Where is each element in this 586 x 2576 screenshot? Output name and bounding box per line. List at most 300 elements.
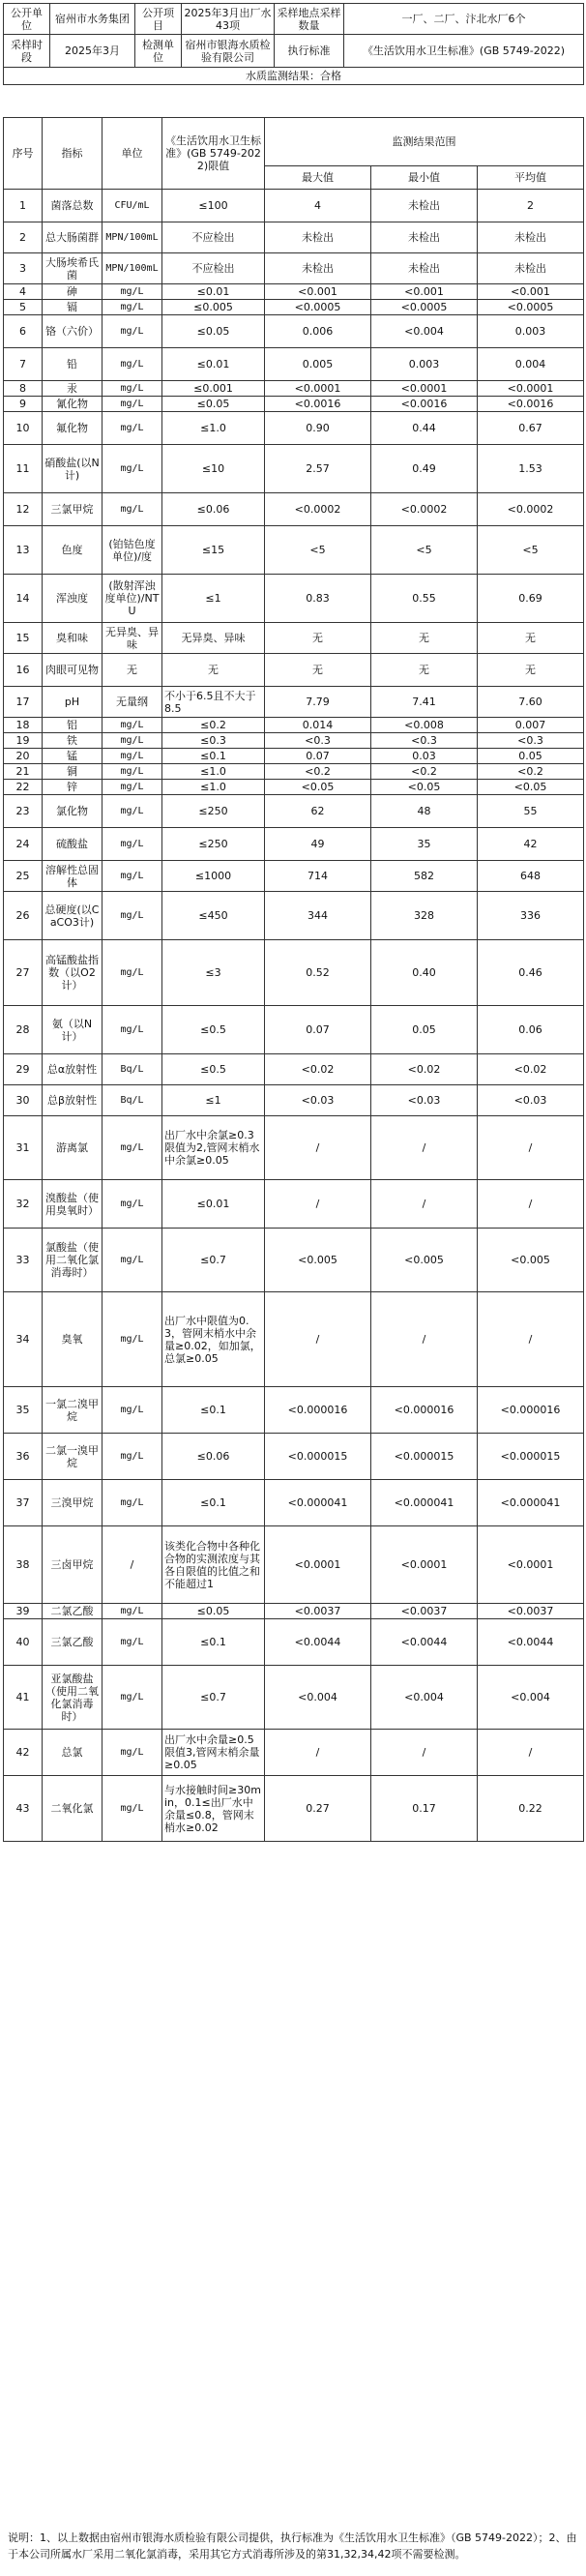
row-indicator: 镉 [43, 300, 103, 315]
row-max: <0.0044 [265, 1619, 371, 1666]
row-limit: ≤0.005 [162, 300, 265, 315]
row-max: <0.005 [265, 1229, 371, 1292]
row-seq: 12 [4, 493, 43, 526]
row-unit: mg/L [103, 315, 162, 348]
row-avg: <0.000016 [478, 1387, 584, 1434]
row-limit: ≤0.1 [162, 749, 265, 764]
row-seq: 8 [4, 381, 43, 397]
row-indicator: 臭和味 [43, 623, 103, 654]
row-min: 未检出 [371, 222, 478, 253]
row-limit: 出厂水中余氯≥0.3限值为2,管网末梢水中余氯≥0.05 [162, 1116, 265, 1180]
row-avg: <0.000041 [478, 1480, 584, 1526]
table-row [4, 1666, 584, 1730]
row-indicator: 总大肠菌群 [43, 222, 103, 253]
row-unit: 无 [103, 654, 162, 687]
table-row [4, 1085, 584, 1116]
row-seq: 13 [4, 526, 43, 575]
table-row [4, 412, 584, 445]
row-max: 0.83 [265, 575, 371, 623]
row-indicator: 铁 [43, 733, 103, 749]
row-seq: 20 [4, 749, 43, 764]
results-body [4, 190, 584, 1842]
row-max: <0.004 [265, 1666, 371, 1730]
row-avg: 648 [478, 861, 584, 892]
row-max: 无 [265, 654, 371, 687]
col-indicator: 指标 [43, 118, 103, 190]
row-max: <0.000041 [265, 1480, 371, 1526]
row-unit: mg/L [103, 780, 162, 795]
row-min: 582 [371, 861, 478, 892]
row-indicator: 铝 [43, 718, 103, 733]
row-min: 0.003 [371, 348, 478, 381]
report-header-table [3, 3, 584, 85]
row-max: 0.006 [265, 315, 371, 348]
row-min: 0.40 [371, 940, 478, 1006]
row-min: <0.2 [371, 764, 478, 780]
row-seq: 29 [4, 1054, 43, 1085]
row-unit: 无异臭、异味 [103, 623, 162, 654]
row-indicator: 铬（六价） [43, 315, 103, 348]
row-seq: 27 [4, 940, 43, 1006]
row-min: <0.03 [371, 1085, 478, 1116]
row-seq: 6 [4, 315, 43, 348]
row-unit: mg/L [103, 1292, 162, 1387]
row-seq: 42 [4, 1730, 43, 1776]
row-min: <0.000016 [371, 1387, 478, 1434]
row-max: <0.0005 [265, 300, 371, 315]
row-seq: 37 [4, 1480, 43, 1526]
row-max: 2.57 [265, 445, 371, 493]
row-unit: Bq/L [103, 1054, 162, 1085]
row-seq: 32 [4, 1180, 43, 1229]
row-min: <0.001 [371, 284, 478, 300]
row-max: 7.79 [265, 687, 371, 718]
row-limit: 不应检出 [162, 222, 265, 253]
site-value: 一厂、二厂、汴北水厂6个 [344, 4, 584, 35]
row-max: <0.000016 [265, 1387, 371, 1434]
row-seq: 26 [4, 892, 43, 940]
row-min: <0.0044 [371, 1619, 478, 1666]
table-row [4, 718, 584, 733]
row-limit: ≤1.0 [162, 764, 265, 780]
row-seq: 31 [4, 1116, 43, 1180]
row-max: <5 [265, 526, 371, 575]
row-max: <0.0037 [265, 1604, 371, 1619]
row-unit: mg/L [103, 493, 162, 526]
row-indicator: 氯酸盐（使用二氧化氯消毒时） [43, 1229, 103, 1292]
row-seq: 22 [4, 780, 43, 795]
row-min: <0.3 [371, 733, 478, 749]
row-indicator: 总硬度(以CaCO3计) [43, 892, 103, 940]
row-avg: <0.03 [478, 1085, 584, 1116]
row-indicator: 二氯乙酸 [43, 1604, 103, 1619]
row-indicator: 氟化物 [43, 412, 103, 445]
table-row [4, 575, 584, 623]
row-limit: 该类化合物中各种化合物的实测浓度与其各自限值的比值之和不能超过1 [162, 1526, 265, 1604]
table-row [4, 733, 584, 749]
col-limit: 《生活饮用水卫生标准》(GB 5749-2022)限值 [162, 118, 265, 190]
project-value: 2025年3月出厂水43项 [182, 4, 275, 35]
row-max: 未检出 [265, 253, 371, 284]
row-indicator: 游离氯 [43, 1116, 103, 1180]
row-avg: 0.05 [478, 749, 584, 764]
row-avg: / [478, 1292, 584, 1387]
row-indicator: 浑浊度 [43, 575, 103, 623]
row-limit: ≤250 [162, 795, 265, 828]
conclusion: 水质监测结果：合格 [4, 68, 584, 85]
row-limit: ≤10 [162, 445, 265, 493]
row-avg: 无 [478, 623, 584, 654]
row-seq: 16 [4, 654, 43, 687]
col-avg: 平均值 [478, 166, 584, 190]
site-label: 采样地点采样数量 [275, 4, 344, 35]
row-limit: ≤1 [162, 1085, 265, 1116]
row-indicator: 溶解性总固体 [43, 861, 103, 892]
row-max: 0.27 [265, 1776, 371, 1842]
row-limit: ≤1000 [162, 861, 265, 892]
row-seq: 14 [4, 575, 43, 623]
row-indicator: 溴酸盐（使用臭氧时） [43, 1180, 103, 1229]
row-avg: 0.69 [478, 575, 584, 623]
row-limit: ≤0.1 [162, 1387, 265, 1434]
row-unit: mg/L [103, 1730, 162, 1776]
row-min: <0.0037 [371, 1604, 478, 1619]
row-limit: ≤0.01 [162, 1180, 265, 1229]
row-indicator: 亚氯酸盐（使用二氧化氯消毒时） [43, 1666, 103, 1730]
row-min: 未检出 [371, 253, 478, 284]
row-unit: mg/L [103, 1229, 162, 1292]
col-min: 最小值 [371, 166, 478, 190]
row-unit: mg/L [103, 1666, 162, 1730]
agency-label: 检测单位 [135, 35, 182, 68]
row-min: 0.17 [371, 1776, 478, 1842]
table-row [4, 940, 584, 1006]
col-unit: 单位 [103, 118, 162, 190]
row-unit: mg/L [103, 1776, 162, 1842]
table-row [4, 1434, 584, 1480]
row-seq: 3 [4, 253, 43, 284]
row-unit: mg/L [103, 892, 162, 940]
row-avg: 0.004 [478, 348, 584, 381]
row-limit: ≤0.01 [162, 348, 265, 381]
row-avg: <0.0005 [478, 300, 584, 315]
row-seq: 28 [4, 1006, 43, 1054]
row-limit: ≤0.7 [162, 1666, 265, 1730]
row-unit: mg/L [103, 1116, 162, 1180]
row-avg: 未检出 [478, 253, 584, 284]
row-unit: mg/L [103, 1619, 162, 1666]
row-avg: 7.60 [478, 687, 584, 718]
table-row [4, 253, 584, 284]
row-avg: <0.0037 [478, 1604, 584, 1619]
row-unit: mg/L [103, 718, 162, 733]
row-indicator: 三卤甲烷 [43, 1526, 103, 1604]
row-limit: 与水接触时间≥30min，0.1≤出厂水中余量≤0.8，管网末梢水≥0.02 [162, 1776, 265, 1842]
row-max: / [265, 1180, 371, 1229]
row-unit: mg/L [103, 1180, 162, 1229]
table-row [4, 284, 584, 300]
table-row [4, 1292, 584, 1387]
row-max: / [265, 1730, 371, 1776]
row-avg: <0.000015 [478, 1434, 584, 1480]
row-seq: 2 [4, 222, 43, 253]
row-limit: ≤1 [162, 575, 265, 623]
row-avg: / [478, 1730, 584, 1776]
row-min: <0.005 [371, 1229, 478, 1292]
row-unit: mg/L [103, 764, 162, 780]
table-row [4, 780, 584, 795]
row-limit: ≤0.05 [162, 1604, 265, 1619]
row-max: <0.0001 [265, 381, 371, 397]
row-indicator: 肉眼可见物 [43, 654, 103, 687]
table-row [4, 300, 584, 315]
row-seq: 5 [4, 300, 43, 315]
row-avg: 42 [478, 828, 584, 861]
table-row [4, 795, 584, 828]
row-indicator: 铅 [43, 348, 103, 381]
row-seq: 33 [4, 1229, 43, 1292]
row-max: 0.07 [265, 749, 371, 764]
table-row [4, 493, 584, 526]
row-max: / [265, 1292, 371, 1387]
row-indicator: 氨（以N计） [43, 1006, 103, 1054]
row-unit: mg/L [103, 397, 162, 412]
period-value: 2025年3月 [50, 35, 135, 68]
row-limit: 不应检出 [162, 253, 265, 284]
row-avg: 55 [478, 795, 584, 828]
row-indicator: 色度 [43, 526, 103, 575]
row-seq: 11 [4, 445, 43, 493]
row-max: <0.03 [265, 1085, 371, 1116]
row-unit: 无量纲 [103, 687, 162, 718]
row-min: 7.41 [371, 687, 478, 718]
row-max: <0.0002 [265, 493, 371, 526]
row-min: 无 [371, 654, 478, 687]
row-max: <0.001 [265, 284, 371, 300]
table-row [4, 892, 584, 940]
row-avg: <0.0002 [478, 493, 584, 526]
table-row [4, 1730, 584, 1776]
row-unit: mg/L [103, 940, 162, 1006]
row-unit: mg/L [103, 300, 162, 315]
col-max: 最大值 [265, 166, 371, 190]
row-indicator: 总β放射性 [43, 1085, 103, 1116]
row-max: <0.02 [265, 1054, 371, 1085]
row-seq: 9 [4, 397, 43, 412]
row-limit: ≤15 [162, 526, 265, 575]
row-limit: ≤0.06 [162, 1434, 265, 1480]
row-seq: 35 [4, 1387, 43, 1434]
row-avg: <5 [478, 526, 584, 575]
row-seq: 18 [4, 718, 43, 733]
row-min: 0.44 [371, 412, 478, 445]
row-unit: mg/L [103, 795, 162, 828]
row-limit: ≤3 [162, 940, 265, 1006]
row-min: 0.49 [371, 445, 478, 493]
row-limit: ≤0.06 [162, 493, 265, 526]
row-limit: 不小于6.5且不大于8.5 [162, 687, 265, 718]
row-min: / [371, 1730, 478, 1776]
row-max: 0.005 [265, 348, 371, 381]
row-min: <5 [371, 526, 478, 575]
table-row [4, 315, 584, 348]
row-limit: 无 [162, 654, 265, 687]
row-limit: ≤250 [162, 828, 265, 861]
row-limit: ≤0.3 [162, 733, 265, 749]
row-min: <0.0002 [371, 493, 478, 526]
row-seq: 41 [4, 1666, 43, 1730]
row-max: 0.014 [265, 718, 371, 733]
row-unit: mg/L [103, 861, 162, 892]
row-unit: mg/L [103, 412, 162, 445]
row-min: <0.0005 [371, 300, 478, 315]
row-min: <0.000015 [371, 1434, 478, 1480]
row-indicator: 高锰酸盐指数（以O2计） [43, 940, 103, 1006]
row-avg: <0.3 [478, 733, 584, 749]
row-min: 48 [371, 795, 478, 828]
row-unit: mg/L [103, 445, 162, 493]
row-seq: 4 [4, 284, 43, 300]
row-seq: 30 [4, 1085, 43, 1116]
row-max: 无 [265, 623, 371, 654]
row-seq: 40 [4, 1619, 43, 1666]
row-unit: mg/L [103, 1006, 162, 1054]
row-unit: mg/L [103, 1434, 162, 1480]
row-indicator: 三溴甲烷 [43, 1480, 103, 1526]
row-unit: mg/L [103, 1387, 162, 1434]
project-label: 公开项目 [135, 4, 182, 35]
standard-value: 《生活饮用水卫生标准》(GB 5749-2022) [344, 35, 584, 68]
table-row [4, 1054, 584, 1085]
row-seq: 38 [4, 1526, 43, 1604]
row-max: <0.0016 [265, 397, 371, 412]
row-seq: 21 [4, 764, 43, 780]
row-limit: ≤0.05 [162, 397, 265, 412]
table-row [4, 749, 584, 764]
row-limit: ≤0.5 [162, 1006, 265, 1054]
row-indicator: 硫酸盐 [43, 828, 103, 861]
row-min: <0.02 [371, 1054, 478, 1085]
row-avg: 0.67 [478, 412, 584, 445]
row-limit: ≤0.1 [162, 1480, 265, 1526]
table-row [4, 1387, 584, 1434]
row-limit: 无异臭、异味 [162, 623, 265, 654]
row-indicator: pH [43, 687, 103, 718]
row-indicator: 硝酸盐(以N计) [43, 445, 103, 493]
table-row [4, 1619, 584, 1666]
row-unit: Bq/L [103, 1085, 162, 1116]
row-avg: / [478, 1116, 584, 1180]
row-min: / [371, 1180, 478, 1229]
table-row [4, 222, 584, 253]
row-seq: 25 [4, 861, 43, 892]
row-min: 0.05 [371, 1006, 478, 1054]
row-avg: <0.0001 [478, 1526, 584, 1604]
table-row [4, 828, 584, 861]
row-indicator: 臭氧 [43, 1292, 103, 1387]
unit-value: 宿州市水务集团 [50, 4, 135, 35]
row-max: / [265, 1116, 371, 1180]
row-seq: 23 [4, 795, 43, 828]
row-avg: 未检出 [478, 222, 584, 253]
table-row [4, 190, 584, 222]
row-indicator: 三氯甲烷 [43, 493, 103, 526]
row-max: 0.52 [265, 940, 371, 1006]
row-seq: 39 [4, 1604, 43, 1619]
row-max: <0.05 [265, 780, 371, 795]
row-indicator: 总α放射性 [43, 1054, 103, 1085]
row-unit: mg/L [103, 733, 162, 749]
row-max: 0.90 [265, 412, 371, 445]
row-max: 49 [265, 828, 371, 861]
period-label: 采样时段 [4, 35, 50, 68]
table-row [4, 1526, 584, 1604]
row-unit: / [103, 1526, 162, 1604]
row-unit: mg/L [103, 348, 162, 381]
row-indicator: 大肠埃希氏菌 [43, 253, 103, 284]
row-indicator: 二氧化氯 [43, 1776, 103, 1842]
row-unit: mg/L [103, 828, 162, 861]
table-row [4, 348, 584, 381]
row-min: 328 [371, 892, 478, 940]
row-seq: 15 [4, 623, 43, 654]
row-unit: MPN/100mL [103, 253, 162, 284]
table-row [4, 861, 584, 892]
table-row [4, 1229, 584, 1292]
row-min: <0.004 [371, 315, 478, 348]
row-min: <0.000041 [371, 1480, 478, 1526]
row-seq: 7 [4, 348, 43, 381]
row-limit: ≤450 [162, 892, 265, 940]
row-max: <0.0001 [265, 1526, 371, 1604]
row-seq: 19 [4, 733, 43, 749]
row-unit: CFU/mL [103, 190, 162, 222]
row-indicator: 一氯二溴甲烷 [43, 1387, 103, 1434]
row-indicator: 锌 [43, 780, 103, 795]
table-row [4, 381, 584, 397]
row-avg: <0.001 [478, 284, 584, 300]
row-indicator: 氯化物 [43, 795, 103, 828]
row-indicator: 氰化物 [43, 397, 103, 412]
row-avg: <0.02 [478, 1054, 584, 1085]
row-avg: <0.0016 [478, 397, 584, 412]
row-indicator: 锰 [43, 749, 103, 764]
row-max: 62 [265, 795, 371, 828]
row-min: <0.0001 [371, 1526, 478, 1604]
row-unit: mg/L [103, 749, 162, 764]
row-limit: ≤0.01 [162, 284, 265, 300]
row-limit: 出厂水中限值为0.3，管网末梢水中余量≥0.02，如加氯，总氯≥0.05 [162, 1292, 265, 1387]
table-row [4, 1116, 584, 1180]
row-indicator: 汞 [43, 381, 103, 397]
table-row [4, 445, 584, 493]
row-indicator: 菌落总数 [43, 190, 103, 222]
row-limit: ≤0.5 [162, 1054, 265, 1085]
row-max: <0.000015 [265, 1434, 371, 1480]
row-unit: mg/L [103, 284, 162, 300]
row-indicator: 总氯 [43, 1730, 103, 1776]
row-seq: 17 [4, 687, 43, 718]
row-min: / [371, 1116, 478, 1180]
row-seq: 10 [4, 412, 43, 445]
row-avg: 0.007 [478, 718, 584, 733]
row-limit: 出厂水中余量≥0.5限值3,管网末梢余量≥0.05 [162, 1730, 265, 1776]
row-avg: 2 [478, 190, 584, 222]
table-row [4, 654, 584, 687]
row-avg: 0.46 [478, 940, 584, 1006]
row-min: <0.004 [371, 1666, 478, 1730]
row-seq: 34 [4, 1292, 43, 1387]
